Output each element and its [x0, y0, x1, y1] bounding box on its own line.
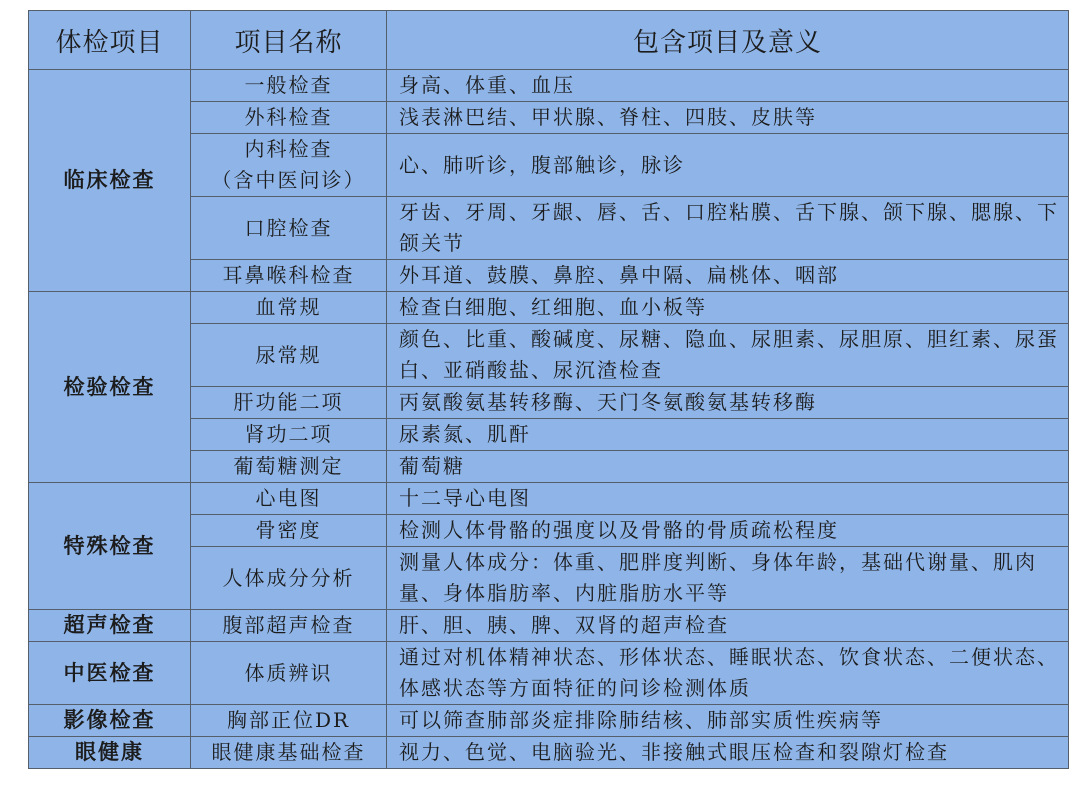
item-name-cell	[191, 324, 387, 387]
item-meaning-cell: 丙氨酸氨基转移酶、天门冬氨酸氨基转移酶	[387, 387, 1069, 419]
item-name-cell	[191, 642, 387, 705]
exam-category-cell: 中医检查	[29, 642, 191, 705]
item-meaning-cell: 浅表淋巴结、甲状腺、脊柱、四肢、皮肤等	[387, 102, 1069, 134]
item-name-line: 人体成分分析	[222, 565, 355, 590]
item-name-line: 肝功能二项	[233, 390, 344, 414]
item-name-line: 内科检查	[244, 137, 333, 161]
item-name-line: 尿常规	[255, 342, 322, 367]
item-name-cell	[191, 547, 387, 610]
item-meaning-cell: 牙齿、牙周、牙龈、唇、舌、口腔粘膜、舌下腺、颌下腺、腮腺、下颌关节	[387, 197, 1069, 260]
item-name-cell	[191, 197, 387, 260]
item-meaning-cell: 测量人体成分：体重、肥胖度判断、身体年龄，基础代谢量、肌肉量、身体脂肪率、内脏脂肪水平等	[387, 547, 1069, 610]
item-meaning-cell: 检测人体骨骼的强度以及骨骼的骨质疏松程度	[387, 515, 1069, 547]
item-name-cell	[191, 451, 387, 483]
item-name-line: 肾功二项	[244, 422, 333, 446]
item-name-line: 骨密度	[255, 518, 322, 542]
table-row	[29, 292, 1069, 324]
table-row	[29, 737, 1069, 769]
item-name-line: 耳鼻喉科检查	[222, 263, 355, 287]
exam-category-cell: 影像检查	[29, 705, 191, 737]
exam-category-cell: 检验检查	[29, 292, 191, 483]
table-header-row	[29, 11, 1069, 70]
item-name-line: 外科检查	[244, 105, 333, 129]
item-name-line: （含中医问诊）	[211, 168, 366, 192]
exam-category-cell: 眼健康	[29, 737, 191, 769]
item-name-line: 心电图	[255, 486, 322, 510]
item-name-cell	[191, 419, 387, 451]
table-row	[29, 70, 1069, 102]
item-name-cell	[191, 134, 387, 197]
header-item-name: 项目名称	[191, 11, 387, 70]
exam-category-cell: 特殊检查	[29, 483, 191, 610]
item-meaning-cell: 颜色、比重、酸碱度、尿糖、隐血、尿胆素、尿胆原、胆红素、尿蛋白、亚硝酸盐、尿沉渣检查	[387, 324, 1069, 387]
item-meaning-cell: 葡萄糖	[387, 451, 1069, 483]
item-name-line: 体质辨识	[244, 660, 333, 685]
item-name-line: 胸部正位DR	[226, 708, 351, 732]
item-name-cell	[191, 102, 387, 134]
item-name-line: 眼健康基础检查	[211, 740, 366, 764]
item-name-line: 葡萄糖测定	[233, 454, 344, 478]
table-row	[29, 705, 1069, 737]
exam-category-cell: 临床检查	[29, 70, 191, 292]
header-item-meaning: 包含项目及意义	[387, 11, 1069, 70]
table-row	[29, 610, 1069, 642]
item-meaning-cell: 身高、体重、血压	[387, 70, 1069, 102]
item-name-cell	[191, 292, 387, 324]
item-name-cell	[191, 737, 387, 769]
item-name-cell	[191, 483, 387, 515]
table-row	[29, 483, 1069, 515]
exam-category-cell: 超声检查	[29, 610, 191, 642]
item-meaning-cell: 通过对机体精神状态、形体状态、睡眠状态、饮食状态、二便状态、体感状态等方面特征的问诊检测体质	[387, 642, 1069, 705]
item-name-line: 口腔检查	[244, 215, 333, 240]
item-name-cell	[191, 387, 387, 419]
table-body	[29, 70, 1069, 769]
item-name-cell	[191, 610, 387, 642]
item-name-cell	[191, 70, 387, 102]
item-meaning-cell: 肝、胆、胰、脾、双肾的超声检查	[387, 610, 1069, 642]
health-exam-table	[28, 10, 1069, 769]
item-meaning-cell: 检查白细胞、红细胞、血小板等	[387, 292, 1069, 324]
item-name-cell	[191, 260, 387, 292]
item-meaning-cell: 视力、色觉、电脑验光、非接触式眼压检查和裂隙灯检查	[387, 737, 1069, 769]
item-meaning-cell: 十二导心电图	[387, 483, 1069, 515]
item-name-line: 血常规	[255, 295, 322, 319]
top-cropped-strip	[0, 0, 1080, 10]
table-row	[29, 642, 1069, 705]
header-exam-category: 体检项目	[29, 11, 191, 70]
item-name-cell	[191, 515, 387, 547]
item-meaning-cell: 心、肺听诊，腹部触诊，脉诊	[387, 134, 1069, 197]
item-meaning-cell: 可以筛查肺部炎症排除肺结核、肺部实质性疾病等	[387, 705, 1069, 737]
item-name-cell	[191, 705, 387, 737]
item-meaning-cell: 尿素氮、肌酐	[387, 419, 1069, 451]
item-meaning-cell: 外耳道、鼓膜、鼻腔、鼻中隔、扁桃体、咽部	[387, 260, 1069, 292]
item-name-line: 腹部超声检查	[222, 613, 355, 637]
item-name-line: 一般检查	[244, 73, 333, 97]
